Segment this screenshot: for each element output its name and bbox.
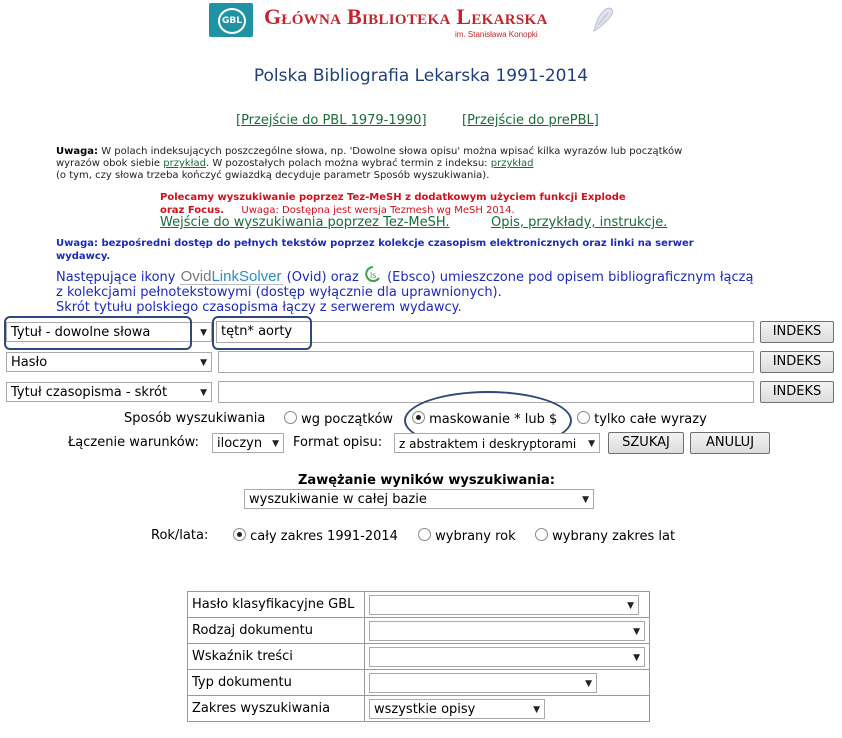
- linksolver-text: LinkSolver: [211, 268, 282, 285]
- narrowing-select-value: wyszukiwanie w całej bazie: [249, 492, 427, 507]
- filter-label-content: Wskaźnik treści: [188, 644, 365, 670]
- fulltext-text-a: Uwaga: bezpośredni dostęp do pełnych tekstów poprzez kolekcje czasopism elektronicznych oraz linki na serwer: [56, 238, 694, 249]
- note-label: Uwaga:: [56, 146, 99, 157]
- library-subtitle: im. Stanisława Konopki: [455, 30, 538, 39]
- tezmesh-link[interactable]: Wejście do wyszukiwania poprzez Tez-MeSH.: [160, 215, 450, 230]
- chevron-down-icon: ▼: [582, 495, 589, 505]
- join-label: Łączenie warunków:: [68, 435, 199, 450]
- chevron-down-icon: ▼: [633, 653, 640, 663]
- radio-whole[interactable]: [577, 411, 590, 424]
- filter-label-doc-kind: Rodzaj dokumentu: [188, 618, 365, 644]
- filter-select-gbl[interactable]: [369, 595, 639, 615]
- filter-select-doc-type[interactable]: [369, 673, 597, 693]
- year-option-range[interactable]: [535, 528, 675, 544]
- table-row: [188, 618, 650, 644]
- chevron-down-icon: ▼: [627, 601, 634, 611]
- filter-label-doc-type: Typ dokumentu: [188, 670, 365, 696]
- portrait-icon: [590, 5, 616, 33]
- note-text-d: (o tym, czy słowa trzeba kończyć gwiazdką decyduje parametr Sposób wyszukiwania).: [56, 170, 490, 181]
- icons-text-a: Następujące ikony: [56, 270, 176, 285]
- icons-text-b: (Ovid) oraz: [286, 270, 359, 285]
- chevron-down-icon: ▼: [200, 328, 207, 338]
- index-button-1[interactable]: INDEKS: [760, 321, 834, 343]
- chevron-down-icon: ▼: [200, 358, 207, 368]
- filter-select-scope[interactable]: [369, 699, 545, 719]
- highlight-field-1: [4, 316, 192, 350]
- ovid-text: Ovid: [180, 268, 212, 285]
- field-select-2[interactable]: [6, 352, 212, 372]
- library-name: Główna Biblioteka Lekarska: [264, 4, 548, 29]
- field-select-3[interactable]: [6, 382, 212, 402]
- chevron-down-icon: ▼: [533, 705, 540, 715]
- mode-option-prefix-label: wg początków: [301, 412, 394, 427]
- year-option-single-label: wybrany rok: [435, 529, 516, 544]
- radio-all-years[interactable]: [233, 528, 246, 541]
- icons-text-c: (Ebsco) umieszczone pod opisem bibliograficznym łączą: [387, 270, 754, 285]
- link-pbl-1979-1990[interactable]: [Przejście do PBL 1979-1990]: [236, 113, 427, 128]
- chevron-down-icon: ▼: [633, 627, 640, 637]
- chevron-down-icon: ▼: [585, 679, 592, 689]
- note-text-c: . W pozostałych polach można wybrać termin z indeksu:: [205, 158, 488, 169]
- chevron-down-icon: ▼: [588, 439, 595, 449]
- recommend-text-b: oraz Focus.: [160, 205, 224, 216]
- narrowing-title: Zawężanie wyników wyszukiwania:: [298, 473, 555, 488]
- instructions-link[interactable]: Opis, przykłady, instrukcje.: [491, 215, 668, 230]
- cancel-button[interactable]: ANULUJ: [690, 432, 770, 454]
- search-mode-label: Sposób wyszukiwania: [124, 411, 266, 426]
- field-select-3-value: Tytuł czasopisma - skrót: [11, 385, 168, 400]
- example-link-2[interactable]: przykład: [490, 158, 534, 169]
- field-select-2-value: Hasło: [11, 355, 48, 370]
- mode-option-whole[interactable]: [577, 411, 707, 427]
- field-select-1-value: Tytuł - dowolne słowa: [11, 325, 151, 340]
- highlight-search-term: [212, 316, 312, 350]
- radio-prefix[interactable]: [284, 411, 297, 424]
- format-select-value: z abstraktem i deskryptorami: [399, 437, 577, 451]
- filter-label-scope: Zakres wyszukiwania: [188, 696, 365, 722]
- link-prepbl[interactable]: [Przejście do prePBL]: [462, 113, 599, 128]
- mode-option-whole-label: tylko całe wyrazy: [594, 412, 707, 427]
- filter-select-doc-kind[interactable]: [369, 621, 645, 641]
- format-label: Format opisu:: [293, 435, 383, 450]
- note-text-b: wyrazów obok siebie: [56, 158, 161, 169]
- fulltext-text-b: wydawcy.: [56, 251, 111, 262]
- table-row: [188, 696, 650, 722]
- years-label: Rok/lata:: [151, 528, 209, 543]
- chevron-down-icon: ▼: [272, 439, 279, 449]
- chevron-down-icon: ▼: [200, 388, 207, 398]
- icons-text-e: Skrót tytułu polskiego czasopisma łączy z serwerem wydawcy.: [56, 300, 462, 315]
- ebsco-icon: [363, 265, 383, 283]
- year-option-all-label: cały zakres 1991-2014: [250, 529, 398, 544]
- filter-select-content[interactable]: [369, 647, 645, 667]
- icons-text-d: z kolekcjami pełnotekstowymi (dostęp wyłącznie dla uprawnionych).: [56, 285, 502, 300]
- recommend-text-a: Polecamy wyszukiwanie poprzez Tez-MeSH z dodatkowym użyciem funkcji Explode: [160, 192, 626, 203]
- icons-note: [56, 265, 816, 315]
- year-option-all[interactable]: [233, 528, 398, 544]
- gbl-logo: [209, 3, 253, 37]
- advanced-filters-table: [187, 591, 650, 722]
- table-row: [188, 644, 650, 670]
- usage-note: [56, 146, 796, 182]
- mode-option-mask-label: maskowanie * lub $: [429, 412, 558, 427]
- index-button-2[interactable]: INDEKS: [760, 351, 834, 373]
- narrowing-select[interactable]: [244, 489, 594, 509]
- search-button[interactable]: SZUKAJ: [608, 432, 684, 454]
- radio-year-range[interactable]: [535, 528, 548, 541]
- year-option-range-label: wybrany zakres lat: [552, 529, 676, 544]
- radio-single-year[interactable]: [418, 528, 431, 541]
- table-row: [188, 592, 650, 618]
- table-row: [188, 670, 650, 696]
- index-button-3[interactable]: INDEKS: [760, 381, 834, 403]
- format-select[interactable]: [394, 433, 600, 453]
- ovid-linksolver-icon: [180, 269, 283, 285]
- fulltext-note: [56, 237, 776, 263]
- recommendation: [160, 191, 680, 217]
- page-title: Polska Bibliografia Lekarska 1991-2014: [253, 66, 589, 86]
- mode-option-prefix[interactable]: [284, 411, 393, 427]
- note-text-a: W polach indeksujących poszczególne słowa, np. 'Dowolne słowa opisu' można wpisać kilka wyrazów lub początków: [101, 146, 683, 157]
- example-link-1[interactable]: przykład: [163, 158, 206, 169]
- search-input-1[interactable]: tętn* aorty: [216, 321, 754, 343]
- filter-label-gbl: Hasło klasyfikacyjne GBL: [188, 592, 365, 618]
- join-select[interactable]: [212, 433, 284, 453]
- logo-text: GBL: [218, 8, 246, 34]
- filter-select-scope-value: wszystkie opisy: [374, 702, 476, 717]
- search-input-2[interactable]: [218, 351, 754, 373]
- recommend-text-c: Uwaga: Dostępna jest wersja Tezmesh wg MeSH 2014.: [241, 205, 515, 216]
- year-option-single[interactable]: [418, 528, 516, 544]
- join-select-value: iloczyn: [217, 436, 263, 451]
- svg-text:ls: ls: [369, 271, 377, 280]
